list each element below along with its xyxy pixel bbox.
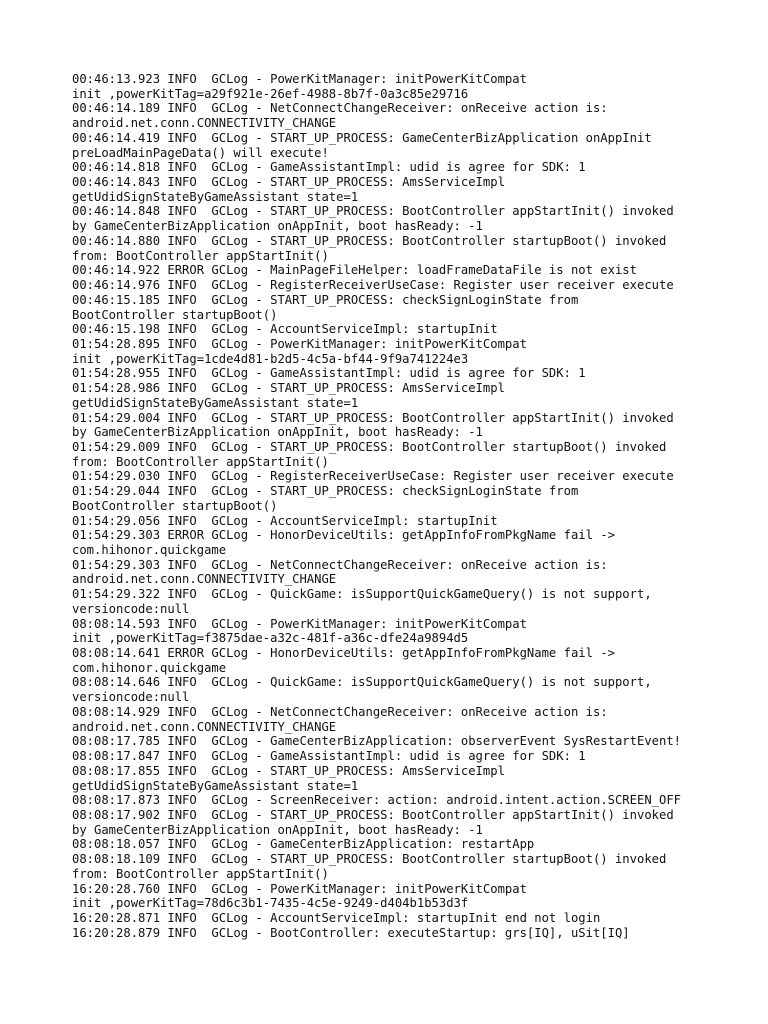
log-line: 08:08:14.646 INFO GCLog - QuickGame: isSupportQuickGameQuery() is not support, bbox=[72, 675, 652, 690]
log-line: 00:46:15.198 INFO GCLog - AccountServiceImpl: startupInit bbox=[72, 322, 498, 337]
log-line: init ,powerKitTag=1cde4d81-b2d5-4c5a-bf44-9f9a741224e3 bbox=[72, 351, 469, 366]
log-line: preLoadMainPageData() will execute! bbox=[72, 145, 329, 160]
log-line: getUdidSignStateByGameAssistant state=1 bbox=[72, 395, 359, 410]
log-line: BootController startupBoot() bbox=[72, 498, 278, 513]
log-line: init ,powerKitTag=f3875dae-a32c-481f-a36c-dfe24a9894d5 bbox=[72, 631, 469, 646]
log-line: com.hihonor.quickgame bbox=[72, 543, 227, 557]
log-line: 01:54:29.056 INFO GCLog - AccountServiceImpl: startupInit bbox=[72, 513, 498, 528]
log-line: 00:46:14.848 INFO GCLog - START_UP_PROCESS: BootController appStartInit() invoked bbox=[72, 204, 674, 219]
log-line: by GameCenterBizApplication onAppInit, boot hasReady: -1 bbox=[72, 822, 483, 837]
log-line: 00:46:13.923 INFO GCLog - PowerKitManager: initPowerKitCompat bbox=[72, 72, 527, 86]
log-line: 08:08:17.855 INFO GCLog - START_UP_PROCESS: AmsServiceImpl bbox=[72, 763, 505, 778]
log-line: 08:08:14.593 INFO GCLog - PowerKitManager: initPowerKitCompat bbox=[72, 616, 527, 631]
log-line: 01:54:29.303 ERROR GCLog - HonorDeviceUtils: getAppInfoFromPkgName fail -> bbox=[72, 528, 615, 543]
log-line: 01:54:29.004 INFO GCLog - START_UP_PROCESS: BootController appStartInit() invoked bbox=[72, 410, 674, 425]
log-line: 01:54:29.044 INFO GCLog - START_UP_PROCESS: checkSignLoginState from bbox=[72, 484, 579, 499]
log-line: 16:20:28.871 INFO GCLog - AccountServiceImpl: startupInit end not login bbox=[72, 910, 601, 925]
log-line: 01:54:28.986 INFO GCLog - START_UP_PROCESS: AmsServiceImpl bbox=[72, 381, 505, 396]
log-line: android.net.conn.CONNECTIVITY_CHANGE bbox=[72, 572, 337, 587]
log-line: 08:08:17.873 INFO GCLog - ScreenReceiver: action: android.intent.action.SCREEN_OFF bbox=[72, 793, 682, 808]
log-line: 00:46:14.189 INFO GCLog - NetConnectChangeReceiver: onReceive action is: bbox=[72, 101, 608, 116]
log-line: 16:20:28.879 INFO GCLog - BootController: executeStartup: grs[IQ], uSit[IQ] bbox=[72, 925, 630, 940]
log-line: 08:08:18.109 INFO GCLog - START_UP_PROCESS: BootController startupBoot() invoked bbox=[72, 852, 667, 867]
log-line: com.hihonor.quickgame bbox=[72, 660, 227, 675]
log-line: android.net.conn.CONNECTIVITY_CHANGE bbox=[72, 116, 337, 131]
log-line: 01:54:29.303 INFO GCLog - NetConnectChangeReceiver: onReceive action is: bbox=[72, 557, 608, 572]
log-line: 01:54:28.895 INFO GCLog - PowerKitManager: initPowerKitCompat bbox=[72, 336, 527, 351]
log-line: from: BootController appStartInit() bbox=[72, 248, 329, 263]
log-line: 08:08:17.785 INFO GCLog - GameCenterBizApplication: observerEvent SysRestartEvent! bbox=[72, 734, 682, 749]
log-line: 08:08:14.929 INFO GCLog - NetConnectChangeReceiver: onReceive action is: bbox=[72, 704, 608, 719]
log-line: from: BootController appStartInit() bbox=[72, 866, 329, 881]
log-line: 08:08:18.057 INFO GCLog - GameCenterBizApplication: restartApp bbox=[72, 837, 535, 852]
log-line: BootController startupBoot() bbox=[72, 307, 278, 322]
log-line: by GameCenterBizApplication onAppInit, boot hasReady: -1 bbox=[72, 425, 483, 440]
log-line: versioncode:null bbox=[72, 690, 190, 705]
log-line: 00:46:14.818 INFO GCLog - GameAssistantImpl: udid is agree for SDK: 1 bbox=[72, 160, 586, 175]
log-line: 01:54:29.030 INFO GCLog - RegisterReceiverUseCase: Register user receiver execute bbox=[72, 469, 674, 484]
log-line: 01:54:28.955 INFO GCLog - GameAssistantImpl: udid is agree for SDK: 1 bbox=[72, 366, 586, 381]
log-line: 01:54:29.322 INFO GCLog - QuickGame: isSupportQuickGameQuery() is not support, bbox=[72, 587, 652, 602]
log-line: init ,powerKitTag=a29f921e-26ef-4988-8b7f-0a3c85e29716 bbox=[72, 86, 469, 101]
log-line: 08:08:14.641 ERROR GCLog - HonorDeviceUtils: getAppInfoFromPkgName fail -> bbox=[72, 646, 615, 661]
log-line: 00:46:14.843 INFO GCLog - START_UP_PROCESS: AmsServiceImpl bbox=[72, 175, 505, 190]
log-line: getUdidSignStateByGameAssistant state=1 bbox=[72, 189, 359, 204]
log-body bbox=[72, 72, 732, 940]
log-line: 00:46:14.976 INFO GCLog - RegisterReceiverUseCase: Register user receiver execute bbox=[72, 278, 674, 293]
log-line: 00:46:15.185 INFO GCLog - START_UP_PROCESS: checkSignLoginState from bbox=[72, 292, 579, 307]
log-line: by GameCenterBizApplication onAppInit, boot hasReady: -1 bbox=[72, 219, 483, 234]
log-line: 16:20:28.760 INFO GCLog - PowerKitManager: initPowerKitCompat bbox=[72, 881, 527, 896]
log-line: 08:08:17.902 INFO GCLog - START_UP_PROCESS: BootController appStartInit() invoked bbox=[72, 807, 674, 822]
log-document bbox=[72, 72, 732, 940]
log-line: getUdidSignStateByGameAssistant state=1 bbox=[72, 778, 359, 793]
log-line: versioncode:null bbox=[72, 601, 190, 616]
log-line: 00:46:14.880 INFO GCLog - START_UP_PROCESS: BootController startupBoot() invoked bbox=[72, 233, 667, 248]
log-line: android.net.conn.CONNECTIVITY_CHANGE bbox=[72, 719, 337, 734]
log-line: 00:46:14.419 INFO GCLog - START_UP_PROCESS: GameCenterBizApplication onAppInit bbox=[72, 130, 652, 145]
log-line: 01:54:29.009 INFO GCLog - START_UP_PROCESS: BootController startupBoot() invoked bbox=[72, 439, 667, 454]
log-line: from: BootController appStartInit() bbox=[72, 454, 329, 469]
log-line: 08:08:17.847 INFO GCLog - GameAssistantImpl: udid is agree for SDK: 1 bbox=[72, 749, 586, 764]
log-line: 00:46:14.922 ERROR GCLog - MainPageFileHelper: loadFrameDataFile is not exist bbox=[72, 263, 637, 278]
log-line: init ,powerKitTag=78d6c3b1-7435-4c5e-9249-d404b1b53d3f bbox=[72, 896, 469, 911]
